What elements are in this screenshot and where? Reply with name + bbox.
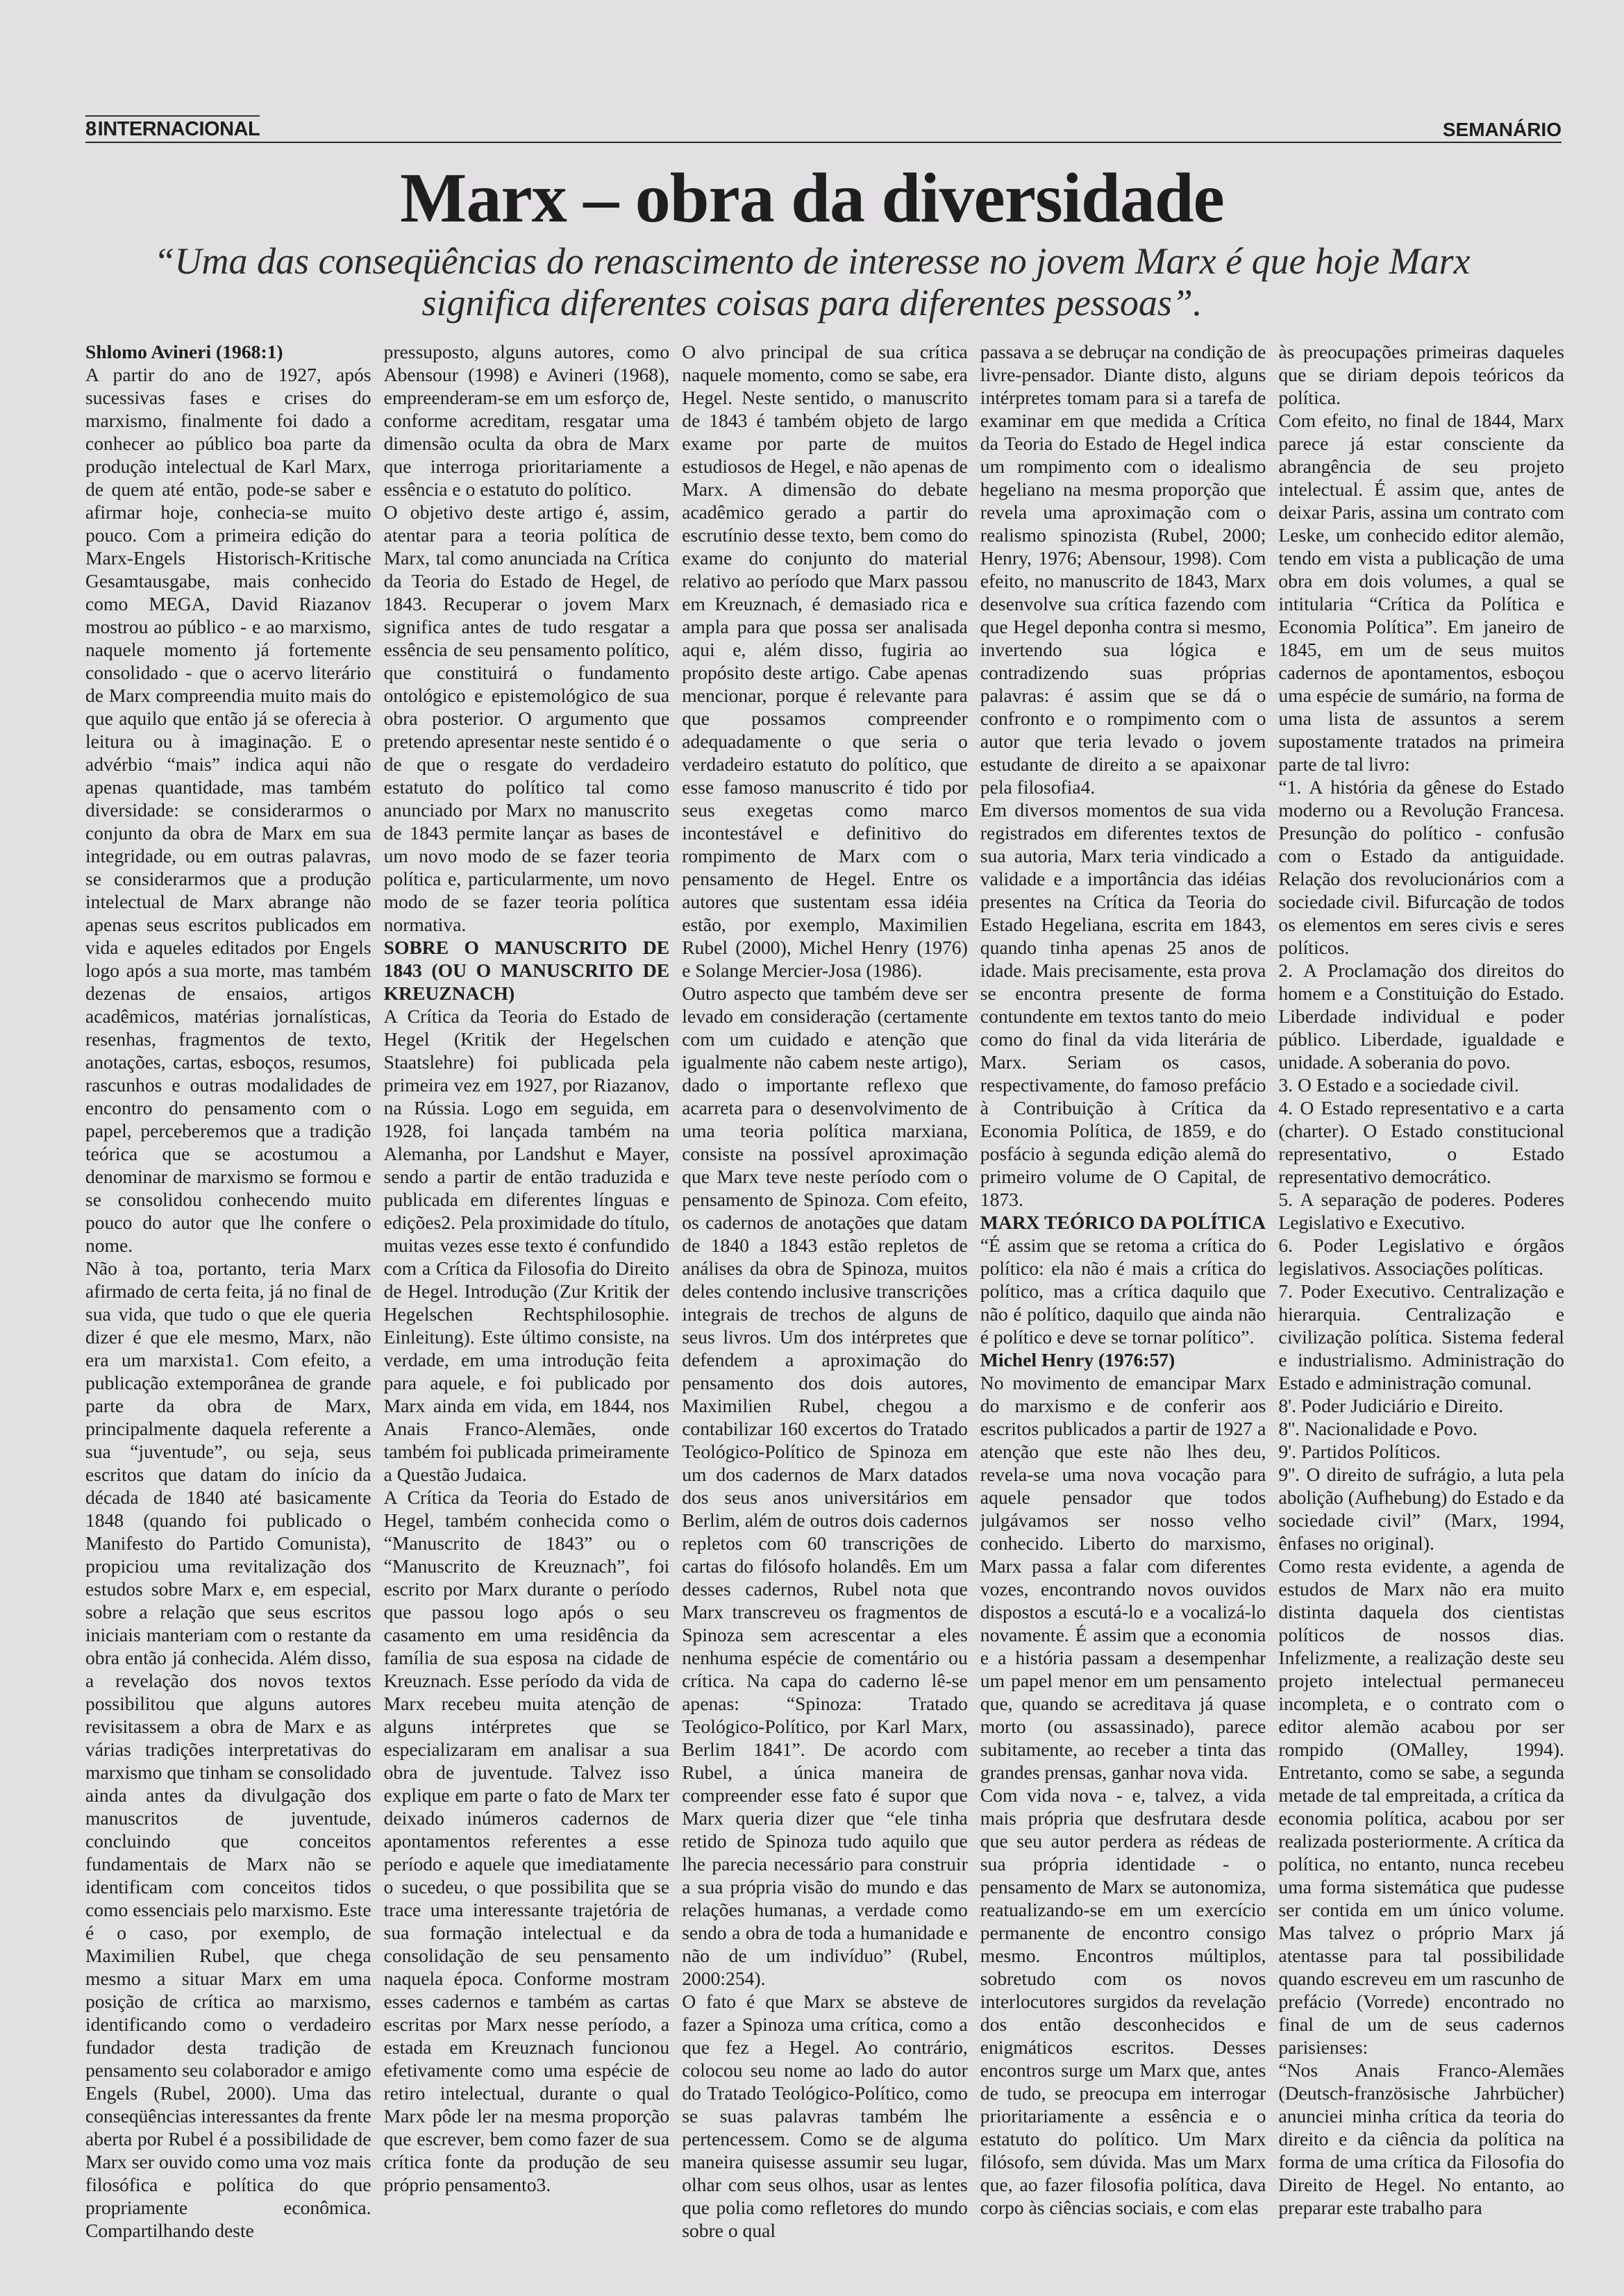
list-item: 6. Poder Legislativo e órgãos legislativos. Associações políticas. [1278,1234,1564,1279]
list-item: 9''. O direito de sufrágio, a luta pela abolição (Aufhebung) do Estado e da sociedade civil” (Marx, 1994, ênfases no original). [1278,1464,1564,1554]
list-item: 7. Poder Executivo. Centralização e hierarquia. Centralização e civilização política. Sistema federal e industrialismo. Administração do Estado e administração comunal. [1278,1280,1564,1393]
paragraph: O objetivo deste artigo é, assim, atentar para a teoria política de Marx, tal como anunciada na Crítica da Teoria do Estado de Hegel, de 1843. Recuperar o jovem Marx significa antes de tudo resgatar a essência de seu pensamento político, que constituirá o fundamento ontológico e epistemológico de sua obra posterior. O argumento que pretendo apresentar neste sentido é o de que o resgate do verdadeiro estatuto do político tal como anunciado por Marx no manuscrito de 1843 permite lançar as bases de um novo modo de se fazer teoria política e, particularmente, um novo modo de se fazer teoria política normativa. [383,501,670,935]
list-item: 4. O Estado representativo e a carta (charter). O Estado constitucional representativo, o Estado representativo democrático. [1278,1097,1564,1187]
list-item: 3. O Estado e a sociedade civil. [1278,1074,1519,1096]
paragraph: Com vida nova - e, talvez, a vida mais própria que desfrutara desde que seu autor perdera as rédeas de sua própria identidade - o pensamento de Marx se autonomiza, reatualizando-se em um exercício permanente de encontro consigo mesmo. Encontros múltiplos, sobretudo com os novos interlocutores surgidos da revelação dos então desconhecidos e enigmáticos escritos. Desses encontros surge um Marx que, antes de tudo, se preocupa em interrogar prioritariamente a essência e o estatuto do político. Um Marx filósofo, sem dúvida. Mas um Marx que, ao fazer filosofia política, dava corpo às ciências sociais, e com elas [980,1784,1266,2218]
subheading: MARX TEÓRICO DA POLÍTICA [980,1212,1266,1233]
section-label [85,115,260,141]
newspaper-name: SEMANÁRIO [1442,119,1562,140]
paragraph: No movimento de emancipar Marx do marxismo e de conferir aos escritos publicados a partir de 1927 a atenção que este não lhes deu, revela-se uma nova vocação para aquele pensador que todos julgávamos ser nosso velho conhecido. Liberto do marxismo, Marx passa a falar com diferentes vozes, encontrando novos ouvidos dispostos a escutá-lo e a vocalizá-lo novamente. É assim que a economia e a história passam a desempenhar um papel menor em um pensamento que, quando se acreditava já quase morto (ou assassinado), parece subitamente, ao receber a tinta das grandes prensas, ganhar nova vida. [980,1372,1266,1783]
paragraph: A Crítica da Teoria do Estado de Hegel, também conhecida como o “Manuscrito de 1843” ou o “Manuscrito de Kreuznach”, foi escrito por Marx durante o período que passou logo após o seu casamento em uma residência da família de sua esposa na cidade de Kreuznach. Esse período da vida de Marx recebeu muita atenção de alguns intérpretes que se especializaram em analisar a sua obra de juventude. Talvez isso explique em parte o fato de Marx ter deixado inúmeros cadernos de apontamentos referentes a esse período e aquele que imediatamente o sucedeu, o que possibilita que se trace uma interessante trajetória de sua formação intelectual e da consolidação de seu pensamento naquela época. Conforme mostram esses cadernos e também as cartas escritas por Marx nesse período, a estada em Kreuznach funcionou efetivamente como uma espécie de retiro intelectual, durante o qual Marx pôde ler na mesma proporção que escrever, bem como fazer de sua crítica fonte da produção de seu próprio pensamento3. [383,1486,670,2195]
paragraph: Em diversos momentos de sua vida registrados em diferentes textos de sua autoria, Marx teria vindicado a validade e a importância das idéias presentes na Crítica da Teoria do Estado Hegeliana, escrita em 1843, quando tinha apenas 25 anos de idade. Mais precisamente, esta prova se encontra presente de forma contundente em textos tanto do meio como do final da vida literária de Marx. Seriam os casos, respectivamente, do famoso prefácio à Contribuição à Crítica da Economia Política, de 1859, e do posfácio à segunda edição alemã do primeiro volume de O Capital, de 1873. [980,799,1266,1210]
column-5 [1278,340,1564,2256]
section-name: INTERNACIONAL [97,118,260,140]
list-item: 5. A separação de poderes. Poderes Legislativo e Executivo. [1278,1189,1564,1233]
paragraph: O alvo principal de sua crítica naquele momento, como se sabe, era Hegel. Neste sentido, o manuscrito de 1843 é também objeto de largo exame por parte de muitos estudiosos de Hegel, e não apenas de Marx. A dimensão do debate acadêmico gerado a partir do escrutínio desse texto, bem como do exame do conjunto do material relativo ao período que Marx passou em Kreuznach, é demasiado rica e ampla para que possa ser analisada aqui e, além disso, fugiria ao propósito deste artigo. Cabe apenas mencionar, porque é relevante para que possamos compreender adequadamente o que seria o verdadeiro estatuto do político, que esse famoso manuscrito é tido por seus exegetas como marco incontestável e definitivo do rompimento de Marx com o pensamento de Hegel. Entre os autores que sustentam essa idéia estão, por exemplo, Maximilien Rubel (2000), Michel Henry (1976) e Solange Mercier-Josa (1986). [682,341,968,981]
headline: Marx – obra da diversidade [400,159,1224,237]
column-1 [85,340,371,2256]
list-item: 2. A Proclamação dos direitos do homem e a Constituição do Estado. Liberdade individual e poder público. Liberdade, igualdade e unidade. A soberania do povo. [1278,960,1564,1073]
paragraph: A partir do ano de 1927, após sucessivas fases e crises do marxismo, finalmente foi dado a conhecer ao público boa parte da produção intelectual de Karl Marx, de quem até então, pode-se saber e afirmar hoje, conhecia-se muito pouco. Com a primeira edição do Marx-Engels Historisch-Kritische Gesamtausgabe, mais conhecido como MEGA, David Riazanov mostrou ao público - e ao marxismo, naquele momento já fortemente consolidado - que o acervo literário de Marx compreendia muito mais do que aquilo que então já se oferecia à leitura ou à imaginação. E o advérbio “mais” indica aqui não apenas quantidade, mas também diversidade: se considerarmos o conjunto da obra de Marx em sua integridade, ou em outras palavras, se considerarmos que a produção intelectual de Marx abrange não apenas seus escritos publicados em vida e aqueles editados por Engels logo após a sua morte, mas também dezenas de ensaios, artigos acadêmicos, matérias jornalísticas, resenhas, fragmentos de texto, anotações, cartas, esboços, resumos, rascunhos e outras modalidades de encontro do pensamento com o papel, perceberemos que a tradição teórica que se acostumou a denominar de marxismo se formou e se consolidou conhecendo muito pouco do autor que lhe confere o nome. [85,364,371,1256]
paragraph: Com efeito, no final de 1844, Marx parece já estar consciente da abrangência de seu projeto intelectual. É assim que, antes de deixar Paris, assina um contrato com Leske, um conhecido editor alemão, tendo em vista a publicação de uma obra em dois volumes, a qual se intitularia “Crítica da Política e Economia Política”. Em janeiro de 1845, em um de seus muitos cadernos de apontamentos, esboçou uma espécie de sumário, na forma de uma lista de assuntos a serem supostamente tratados na primeira parte de tal livro: [1278,410,1564,775]
list-item: 8''. Nacionalidade e Povo. [1278,1418,1477,1439]
column-3 [682,340,968,2256]
page-number: 8 [85,118,97,140]
paragraph: Não à toa, portanto, teria Marx afirmado de certa feita, já no final de sua vida, que tudo o que ele queria dizer é que ele mesmo, Marx, não era um marxista1. Com efeito, a publicação extemporânea de grande parte da obra de Marx, principalmente daquela referente a sua “juventude”, ou seja, seus escritos que datam do início da década de 1840 até basicamente 1848 (quando foi publicado o Manifesto do Partido Comunista), propiciou uma revitalização dos estudos sobre Marx e, em especial, sobre a relação que seus escritos iniciais manteriam com o restante da obra então já conhecida. Além disso, a revelação dos novos textos possibilitou que alguns autores revisitassem a obra de Marx e as várias tradições interpretativas do marxismo que tinham se consolidado ainda antes da divulgação dos manuscritos de juventude, concluindo que conceitos fundamentais de Marx não se identificam com conceitos tidos como essenciais pelo marxismo. Este é o caso, por exemplo, de Maximilien Rubel, que chega mesmo a situar Marx em uma posição de crítica ao marxismo, identificando como o verdadeiro fundador desta tradição de pensamento seu colaborador e amigo Engels (Rubel, 2000). Uma das conseqüências interessantes da frente aberta por Rubel é a possibilidade de Marx ser ouvido como uma voz mais filosófica e política do que propriamente econômica. Compartilhando deste [85,1257,371,2241]
header-rule [85,142,1562,143]
paragraph: às preocupações primeiras daqueles que se diriam depois teóricos da política. [1278,341,1564,408]
paragraph: O fato é que Marx se absteve de fazer a Spinoza uma crítica, como a que fez a Hegel. Ao contrário, colocou seu nome ao lado do autor do Tratado Teológico-Político, como se suas palavras também lhe pertencessem. Como se de alguma maneira quisesse assumir seu lugar, olhar com seus olhos, usar as lentes que polia como refletores do mundo sobre o qual [682,1991,968,2241]
paragraph: “Nos Anais Franco-Alemães (Deutsch-französische Jahrbücher) anunciei minha crítica da teoria do direito e da ciência da política na forma de uma crítica da Filosofia do Direito de Hegel. No entanto, ao preparar este trabalho para [1278,2059,1564,2218]
column-4 [980,340,1266,2256]
subheading: SOBRE O MANUSCRITO DE 1843 (OU O MANUSCRITO DE KREUZNACH) [383,937,670,1004]
epigraph-author: Michel Henry (1976:57) [980,1349,1175,1371]
column-2 [384,340,670,2256]
paragraph: Outro aspecto que também deve ser levado em consideração (certamente com um cuidado e atenção que igualmente não cabem neste artigo), dado o importante reflexo que acarreta para o desenvolvimento de uma teoria política marxiana, consiste na possível aproximação que Marx teve neste período com o pensamento de Spinoza. Com efeito, os cadernos de anotações que datam de 1840 a 1843 estão repletos de análises da obra de Spinoza, muitos deles contendo inclusive transcrições integrais de trechos de alguns de seus livros. Um dos intérpretes que defendem a aproximação do pensamento dos dois autores, Maximilien Rubel, chegou a contabilizar 160 excertos do Tratado Teológico-Político de Spinoza em um dos cadernos de Marx datados dos seus anos universitários em Berlim, além de outros dois cadernos repletos com 60 transcrições de cartas do filósofo holandês. Em um desses cadernos, Rubel nota que Marx transcreveu os fragmentos de Spinoza sem acrescentar a eles nenhuma espécie de comentário ou crítica. Na capa do caderno lê-se apenas: “Spinoza: Tratado Teológico-Político, por Karl Marx, Berlim 1841”. De acordo com Rubel, a única maneira de compreender esse fato é supor que Marx queria dizer que “ele tinha retido de Spinoza tudo aquilo que lhe parecia necessário para construir a sua própria visão do mundo e das relações humanas, a verdade como sendo a obra de toda a humanidade e não de um indivíduo” (Rubel, 2000:254). [682,982,968,1989]
list-item: “1. A história da gênese do Estado moderno ou a Revolução Francesa. Presunção do político - confusão com o Estado da antiguidade. Relação dos revolucionários com a sociedade civil. Bifurcação de todos os elementos em seres civis e seres políticos. [1278,776,1564,958]
epigraph-quote: “É assim que se retoma a crítica do político: ela não é mais a crítica do político, mas a crítica daquilo que não é político, daquilo que ainda não é político e deve se tornar político”. [980,1234,1266,1348]
paragraph: Como resta evidente, a agenda de estudos de Marx não era muito distinta daquela dos cientistas políticos de nossos dias. Infelizmente, a realização deste seu projeto intelectual permaneceu incompleta, e o contrato com o editor alemão acabou por ser rompido (OMalley, 1994). Entretanto, como se sabe, a segunda metade de tal empreitada, a crítica da economia política, acabou por ser realizada posteriormente. A crítica da política, no entanto, nunca recebeu uma forma sistemática que pudesse ser contida em um único volume. Mas talvez o próprio Marx já atentasse para tal possibilidade quando escreveu em um rascunho de prefácio (Vorrede) encontrado no final de um de seus cadernos parisienses: [1278,1555,1564,2058]
paragraph: pressuposto, alguns autores, como Abensour (1998) e Avineri (1968), empreenderam-se em um esforço de, conforme acreditam, resgatar uma dimensão oculta da obra de Marx que interroga prioritariamente a essência e o estatuto do político. [383,341,670,500]
article-body [85,340,1564,2256]
epigraph-author: Shlomo Avineri (1968:1) [85,341,283,362]
deck-quote: “Uma das conseqüências do renascimento de interesse no jovem Marx é que hoje Marx significa diferentes coisas para diferentes pessoas”. [153,240,1471,324]
paragraph: passava a se debruçar na condição de livre-pensador. Diante disto, alguns intérpretes tomam para si a tarefa de examinar em que medida a Crítica da Teoria do Estado de Hegel indica um rompimento com o idealismo hegeliano na mesma proporção que revela uma aproximação com o realismo spinozista (Rubel, 2000; Henry, 1976; Abensour, 1998). Com efeito, no manuscrito de 1843, Marx desenvolve sua crítica fazendo com que Hegel deponha contra si mesmo, invertendo sua lógica e contradizendo suas próprias palavras: é assim que se dá o confronto e o rompimento com o autor que teria levado o jovem estudante de direito a se apaixonar pela filosofia4. [980,341,1266,798]
list-item: 9'. Partidos Políticos. [1278,1441,1441,1462]
list-item: 8'. Poder Judiciário e Direito. [1278,1395,1504,1416]
paragraph: A Crítica da Teoria do Estado de Hegel (Kritik der Hegelschen Staatslehre) foi publicada pela primeira vez em 1927, por Riazanov, na Rússia. Logo em seguida, em 1928, foi lançada também na Alemanha, por Landshut e Mayer, sendo a partir de então traduzida e publicada em diferentes línguas e edições2. Pela proximidade do título, muitas vezes esse texto é confundido com a Crítica da Filosofia do Direito de Hegel. Introdução (Zur Kritik der Hegelschen Rechtsphilosophie. Einleitung). Este último consiste, na verdade, em uma introdução feita para aquele, e foi publicado por Marx ainda em vida, em 1844, nos Anais Franco-Alemães, onde também foi publicada primeiramente a Questão Judaica. [383,1005,670,1485]
